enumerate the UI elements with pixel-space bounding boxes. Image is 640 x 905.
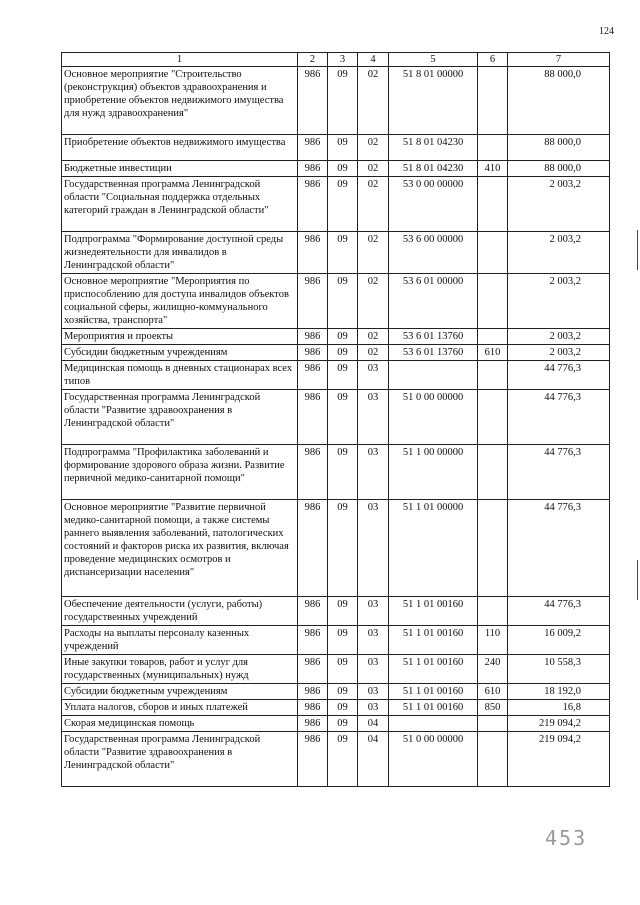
row-target-article: 51 0 00 00000	[389, 732, 478, 787]
budget-table	[61, 52, 610, 787]
table-row	[62, 67, 610, 135]
row-target-article: 53 0 00 00000	[389, 177, 478, 232]
table-row	[62, 361, 610, 390]
row-target-article: 51 1 01 00160	[389, 626, 478, 655]
row-expense-type	[478, 232, 508, 274]
page-stamp: 453	[545, 826, 588, 850]
row-grbs: 986	[298, 655, 328, 684]
row-amount: 88 000,0	[508, 135, 610, 161]
row-expense-type	[478, 177, 508, 232]
row-name: Обеспечение деятельности (услуги, работы) государственных учреждений	[62, 597, 298, 626]
header-cell: 3	[328, 53, 358, 67]
header-cell: 2	[298, 53, 328, 67]
table-row	[62, 274, 610, 329]
row-section: 09	[328, 232, 358, 274]
row-target-article: 51 1 00 00000	[389, 445, 478, 500]
row-subsection: 03	[358, 597, 389, 626]
table-row	[62, 655, 610, 684]
row-section: 09	[328, 700, 358, 716]
row-amount: 2 003,2	[508, 329, 610, 345]
row-amount: 18 192,0	[508, 684, 610, 700]
row-name: Подпрограмма "Профилактика заболеваний и формирование здорового образа жизни. Развитие первичной медико-санитарной помощи"	[62, 445, 298, 500]
row-section: 09	[328, 329, 358, 345]
row-target-article: 51 1 01 00000	[389, 500, 478, 597]
header-cell: 6	[478, 53, 508, 67]
row-name: Государственная программа Ленинградской области "Социальная поддержка отдельных категорий граждан в Ленинградской области"	[62, 177, 298, 232]
row-section: 09	[328, 500, 358, 597]
row-section: 09	[328, 345, 358, 361]
row-amount: 88 000,0	[508, 161, 610, 177]
header-cell: 5	[389, 53, 478, 67]
row-amount: 2 003,2	[508, 345, 610, 361]
row-expense-type	[478, 67, 508, 135]
row-grbs: 986	[298, 67, 328, 135]
row-target-article: 51 0 00 00000	[389, 390, 478, 445]
row-subsection: 03	[358, 500, 389, 597]
row-section: 09	[328, 177, 358, 232]
row-amount: 2 003,2	[508, 177, 610, 232]
row-target-article: 51 1 01 00160	[389, 655, 478, 684]
row-target-article: 53 6 01 13760	[389, 329, 478, 345]
row-amount: 219 094,2	[508, 716, 610, 732]
row-name: Расходы на выплаты персоналу казенных учреждений	[62, 626, 298, 655]
row-subsection: 03	[358, 626, 389, 655]
row-subsection: 03	[358, 684, 389, 700]
row-grbs: 986	[298, 274, 328, 329]
row-subsection: 02	[358, 161, 389, 177]
table-row	[62, 329, 610, 345]
row-target-article: 51 8 01 04230	[389, 135, 478, 161]
row-expense-type	[478, 597, 508, 626]
row-name: Подпрограмма "Формирование доступной среды жизнедеятельности для инвалидов в Ленинградской области"	[62, 232, 298, 274]
header-cell: 4	[358, 53, 389, 67]
row-name: Приобретение объектов недвижимого имущества	[62, 135, 298, 161]
row-expense-type: 410	[478, 161, 508, 177]
row-expense-type	[478, 445, 508, 500]
table-row	[62, 700, 610, 716]
row-expense-type	[478, 732, 508, 787]
row-section: 09	[328, 626, 358, 655]
row-section: 09	[328, 274, 358, 329]
row-name: Иные закупки товаров, работ и услуг для государственных (муниципальных) нужд	[62, 655, 298, 684]
row-expense-type	[478, 135, 508, 161]
row-section: 09	[328, 445, 358, 500]
row-amount: 16 009,2	[508, 626, 610, 655]
row-name: Субсидии бюджетным учреждениям	[62, 684, 298, 700]
row-expense-type	[478, 716, 508, 732]
row-grbs: 986	[298, 700, 328, 716]
row-subsection: 03	[358, 700, 389, 716]
row-name: Мероприятия и проекты	[62, 329, 298, 345]
table-row	[62, 626, 610, 655]
row-name: Скорая медицинская помощь	[62, 716, 298, 732]
row-name: Основное мероприятие "Строительство (реконструкция) объектов здравоохранения и приобретение объектов недвижимого имущества для нужд здравоохранения"	[62, 67, 298, 135]
row-section: 09	[328, 655, 358, 684]
row-subsection: 02	[358, 232, 389, 274]
row-amount: 44 776,3	[508, 445, 610, 500]
table-row	[62, 500, 610, 597]
table-row	[62, 445, 610, 500]
row-expense-type	[478, 329, 508, 345]
row-expense-type	[478, 390, 508, 445]
row-subsection: 02	[358, 329, 389, 345]
row-subsection: 04	[358, 732, 389, 787]
row-expense-type: 610	[478, 345, 508, 361]
row-amount: 2 003,2	[508, 232, 610, 274]
row-target-article: 53 6 00 00000	[389, 232, 478, 274]
row-name: Субсидии бюджетным учреждениям	[62, 345, 298, 361]
row-subsection: 03	[358, 390, 389, 445]
row-section: 09	[328, 684, 358, 700]
row-subsection: 02	[358, 67, 389, 135]
scan-edge-mark	[637, 230, 638, 270]
row-subsection: 03	[358, 445, 389, 500]
row-subsection: 02	[358, 345, 389, 361]
row-grbs: 986	[298, 329, 328, 345]
table-row	[62, 716, 610, 732]
table-row	[62, 390, 610, 445]
row-expense-type	[478, 361, 508, 390]
row-section: 09	[328, 732, 358, 787]
row-amount: 10 558,3	[508, 655, 610, 684]
table-row	[62, 597, 610, 626]
row-amount: 16,8	[508, 700, 610, 716]
header-row	[62, 53, 610, 67]
table-row	[62, 177, 610, 232]
table-row	[62, 345, 610, 361]
row-amount: 44 776,3	[508, 500, 610, 597]
row-amount: 88 000,0	[508, 67, 610, 135]
row-grbs: 986	[298, 232, 328, 274]
row-section: 09	[328, 67, 358, 135]
table-body	[62, 53, 610, 787]
table-row	[62, 232, 610, 274]
row-subsection: 04	[358, 716, 389, 732]
row-subsection: 02	[358, 274, 389, 329]
table-row	[62, 684, 610, 700]
header-cell: 7	[508, 53, 610, 67]
page-number: 124	[599, 26, 614, 37]
row-subsection: 03	[358, 655, 389, 684]
row-name: Государственная программа Ленинградской области "Развитие здравоохранения в Ленинградской области"	[62, 732, 298, 787]
row-section: 09	[328, 135, 358, 161]
row-target-article: 53 6 01 00000	[389, 274, 478, 329]
row-target-article: 51 1 01 00160	[389, 597, 478, 626]
row-grbs: 986	[298, 716, 328, 732]
row-grbs: 986	[298, 445, 328, 500]
row-grbs: 986	[298, 684, 328, 700]
row-grbs: 986	[298, 626, 328, 655]
row-subsection: 03	[358, 361, 389, 390]
row-grbs: 986	[298, 361, 328, 390]
row-expense-type: 110	[478, 626, 508, 655]
row-grbs: 986	[298, 597, 328, 626]
row-target-article	[389, 361, 478, 390]
row-grbs: 986	[298, 177, 328, 232]
row-target-article	[389, 716, 478, 732]
row-name: Государственная программа Ленинградской области "Развитие здравоохранения в Ленинградской области"	[62, 390, 298, 445]
row-amount: 44 776,3	[508, 390, 610, 445]
row-grbs: 986	[298, 390, 328, 445]
row-grbs: 986	[298, 161, 328, 177]
row-subsection: 02	[358, 135, 389, 161]
row-target-article: 51 8 01 04230	[389, 161, 478, 177]
row-amount: 44 776,3	[508, 361, 610, 390]
row-grbs: 986	[298, 732, 328, 787]
row-target-article: 53 6 01 13760	[389, 345, 478, 361]
row-name: Уплата налогов, сборов и иных платежей	[62, 700, 298, 716]
row-section: 09	[328, 597, 358, 626]
row-section: 09	[328, 361, 358, 390]
row-target-article: 51 1 01 00160	[389, 700, 478, 716]
row-grbs: 986	[298, 345, 328, 361]
row-amount: 44 776,3	[508, 597, 610, 626]
row-grbs: 986	[298, 135, 328, 161]
row-expense-type	[478, 274, 508, 329]
row-amount: 219 094,2	[508, 732, 610, 787]
row-name: Медицинская помощь в дневных стационарах всех типов	[62, 361, 298, 390]
row-expense-type: 850	[478, 700, 508, 716]
row-target-article: 51 8 01 00000	[389, 67, 478, 135]
row-expense-type	[478, 500, 508, 597]
row-section: 09	[328, 716, 358, 732]
row-name: Бюджетные инвестиции	[62, 161, 298, 177]
row-section: 09	[328, 390, 358, 445]
row-grbs: 986	[298, 500, 328, 597]
row-name: Основное мероприятие "Мероприятия по приспособлению для доступа инвалидов объектов социальной сферы, жилищно-коммунального хозяйства, транспорта"	[62, 274, 298, 329]
table-row	[62, 732, 610, 787]
row-subsection: 02	[358, 177, 389, 232]
table-row	[62, 135, 610, 161]
row-target-article: 51 1 01 00160	[389, 684, 478, 700]
row-expense-type: 240	[478, 655, 508, 684]
row-name: Основное мероприятие "Развитие первичной медико-санитарной помощи, а также системы раннего выявления заболеваний, патологических состояний и факторов риска их развития, включая проведение медицинских осмотров и диспансеризации населения"	[62, 500, 298, 597]
row-amount: 2 003,2	[508, 274, 610, 329]
row-section: 09	[328, 161, 358, 177]
row-expense-type: 610	[478, 684, 508, 700]
scan-edge-mark	[637, 560, 638, 600]
header-cell: 1	[62, 53, 298, 67]
table-row	[62, 161, 610, 177]
